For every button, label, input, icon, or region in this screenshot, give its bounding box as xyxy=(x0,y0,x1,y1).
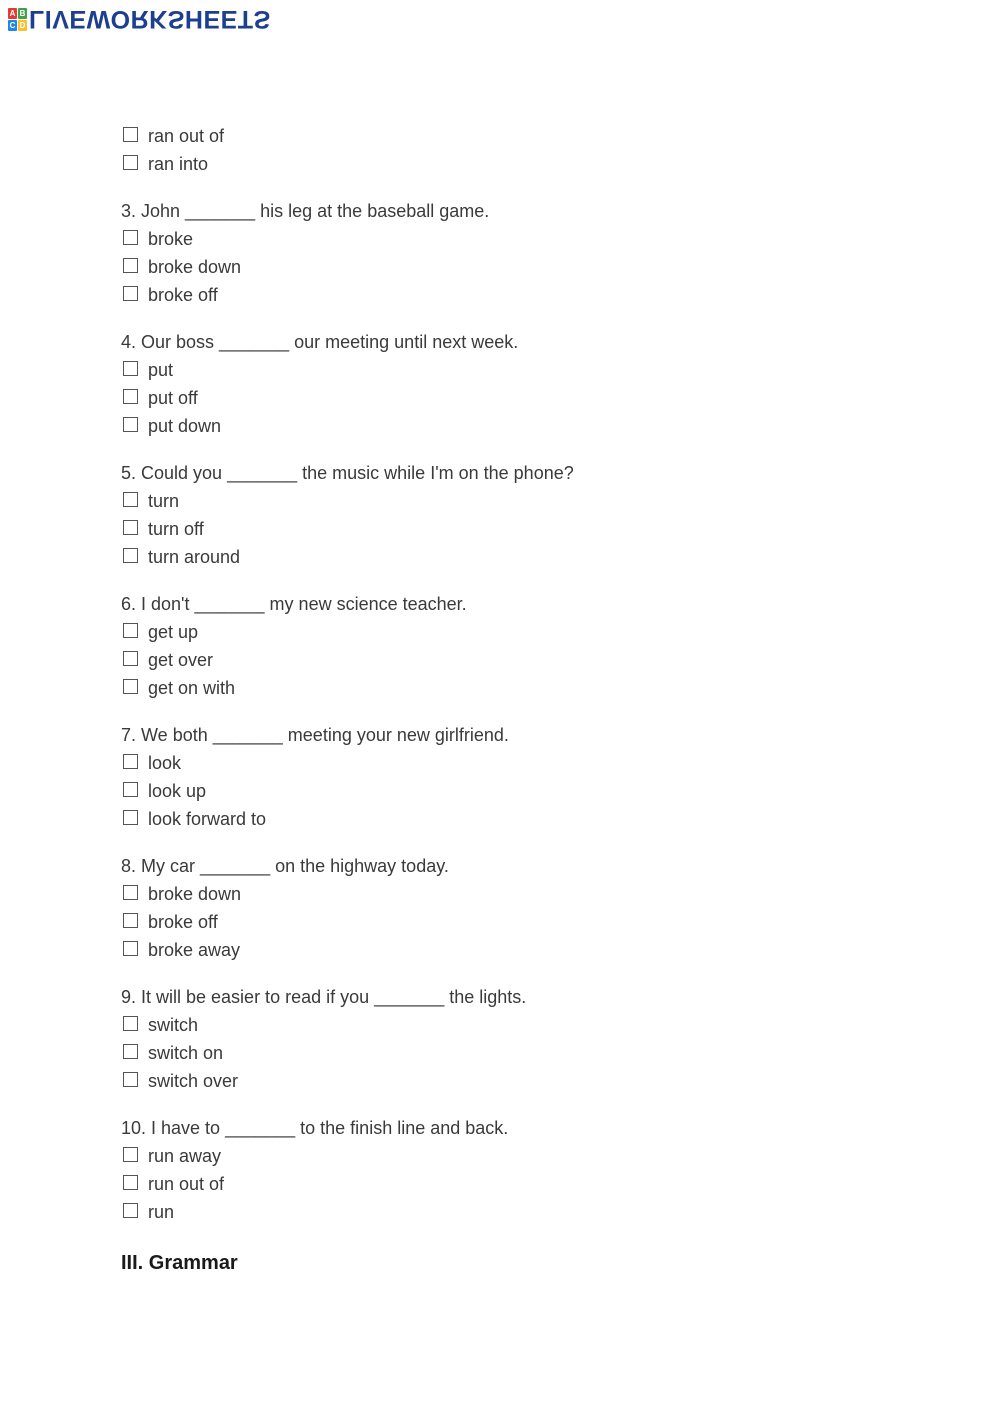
question-text: 10. I have to _______ to the finish line and back. xyxy=(121,1117,509,1138)
checkbox[interactable] xyxy=(123,1072,138,1087)
answer-option[interactable] xyxy=(121,384,921,412)
option-label: look xyxy=(148,752,182,773)
option-label: put down xyxy=(148,415,222,436)
answer-option[interactable] xyxy=(121,777,921,805)
answer-option[interactable] xyxy=(121,253,921,281)
answer-option[interactable] xyxy=(121,805,921,833)
question-block xyxy=(121,328,921,440)
answer-option[interactable] xyxy=(121,487,921,515)
checkbox[interactable] xyxy=(123,389,138,404)
option-label: switch xyxy=(148,1014,199,1035)
checkbox[interactable] xyxy=(123,623,138,638)
option-label: ran into xyxy=(148,153,209,174)
answer-option[interactable] xyxy=(121,749,921,777)
option-label: broke away xyxy=(148,939,241,960)
option-label: broke off xyxy=(148,284,218,305)
option-label: look forward to xyxy=(148,808,267,829)
answer-option[interactable] xyxy=(121,674,921,702)
option-label: ran out of xyxy=(148,125,225,146)
question-block xyxy=(121,459,921,571)
checkbox[interactable] xyxy=(123,810,138,825)
option-label: get on with xyxy=(148,677,236,698)
checkbox[interactable] xyxy=(123,941,138,956)
option-label: get up xyxy=(148,621,199,642)
option-label: turn off xyxy=(148,518,204,539)
option-label: put off xyxy=(148,387,198,408)
option-label: broke off xyxy=(148,911,218,932)
checkbox[interactable] xyxy=(123,286,138,301)
carryover-options xyxy=(121,122,921,178)
option-label: turn xyxy=(148,490,180,511)
answer-option[interactable] xyxy=(121,150,921,178)
question-text: 4. Our boss _______ our meeting until next week. xyxy=(121,331,519,352)
answer-option[interactable] xyxy=(121,1198,921,1226)
answer-option[interactable] xyxy=(121,515,921,543)
checkbox[interactable] xyxy=(123,913,138,928)
question-block xyxy=(121,1114,921,1226)
question-block xyxy=(121,721,921,833)
option-label: run away xyxy=(148,1145,222,1166)
checkbox[interactable] xyxy=(123,1044,138,1059)
option-label: switch on xyxy=(148,1042,224,1063)
option-label: broke xyxy=(148,228,194,249)
checkbox[interactable] xyxy=(123,155,138,170)
option-label: broke down xyxy=(148,256,242,277)
section-title: III. Grammar xyxy=(121,1251,238,1274)
checkbox[interactable] xyxy=(123,754,138,769)
checkbox[interactable] xyxy=(123,782,138,797)
option-label: run out of xyxy=(148,1173,225,1194)
question-block xyxy=(121,590,921,702)
question-list xyxy=(121,197,921,1226)
question-text: 5. Could you _______ the music while I'm on the phone? xyxy=(121,462,574,483)
checkbox[interactable] xyxy=(123,258,138,273)
option-label: put xyxy=(148,359,174,380)
answer-option[interactable] xyxy=(121,880,921,908)
answer-option[interactable] xyxy=(121,1142,921,1170)
logo-block: B xyxy=(19,8,26,18)
checkbox[interactable] xyxy=(123,1203,138,1218)
question-block xyxy=(121,983,921,1095)
question-text: 7. We both _______ meeting your new girlfriend. xyxy=(121,724,509,745)
logo-block: A xyxy=(9,8,16,18)
answer-option[interactable] xyxy=(121,1170,921,1198)
checkbox[interactable] xyxy=(123,127,138,142)
answer-option[interactable] xyxy=(121,356,921,384)
checkbox[interactable] xyxy=(123,230,138,245)
question-text: 9. It will be easier to read if you _______ the lights. xyxy=(121,986,527,1007)
checkbox[interactable] xyxy=(123,651,138,666)
option-label: run xyxy=(148,1201,175,1222)
question-text: 3. John _______ his leg at the baseball game. xyxy=(121,200,490,221)
logo-blocks-icon xyxy=(8,8,27,31)
answer-option[interactable] xyxy=(121,646,921,674)
answer-option[interactable] xyxy=(121,1067,921,1095)
question-text: 8. My car _______ on the highway today. xyxy=(121,855,449,876)
logo-block: D xyxy=(19,20,26,30)
question-block xyxy=(121,197,921,309)
checkbox[interactable] xyxy=(123,361,138,376)
checkbox[interactable] xyxy=(123,885,138,900)
question-block xyxy=(121,852,921,964)
answer-option[interactable] xyxy=(121,122,921,150)
answer-option[interactable] xyxy=(121,412,921,440)
answer-option[interactable] xyxy=(121,543,921,571)
liveworksheets-logo xyxy=(8,4,271,34)
option-label: switch over xyxy=(148,1070,239,1091)
checkbox[interactable] xyxy=(123,679,138,694)
answer-option[interactable] xyxy=(121,618,921,646)
checkbox[interactable] xyxy=(123,548,138,563)
checkbox[interactable] xyxy=(123,520,138,535)
checkbox[interactable] xyxy=(123,492,138,507)
option-label: look up xyxy=(148,780,207,801)
answer-option[interactable] xyxy=(121,1011,921,1039)
checkbox[interactable] xyxy=(123,1016,138,1031)
answer-option[interactable] xyxy=(121,281,921,309)
answer-option[interactable] xyxy=(121,225,921,253)
checkbox[interactable] xyxy=(123,417,138,432)
option-label: broke down xyxy=(148,883,242,904)
answer-option[interactable] xyxy=(121,1039,921,1067)
checkbox[interactable] xyxy=(123,1175,138,1190)
worksheet-content xyxy=(121,122,921,1278)
answer-option[interactable] xyxy=(121,936,921,964)
logo-block: C xyxy=(9,20,16,30)
logo-text: LIVEWORKSHEETS xyxy=(29,5,271,33)
question-text: 6. I don't _______ my new science teacher. xyxy=(121,593,467,614)
checkbox[interactable] xyxy=(123,1147,138,1162)
option-label: turn around xyxy=(148,546,241,567)
option-label: get over xyxy=(148,649,214,670)
answer-option[interactable] xyxy=(121,908,921,936)
